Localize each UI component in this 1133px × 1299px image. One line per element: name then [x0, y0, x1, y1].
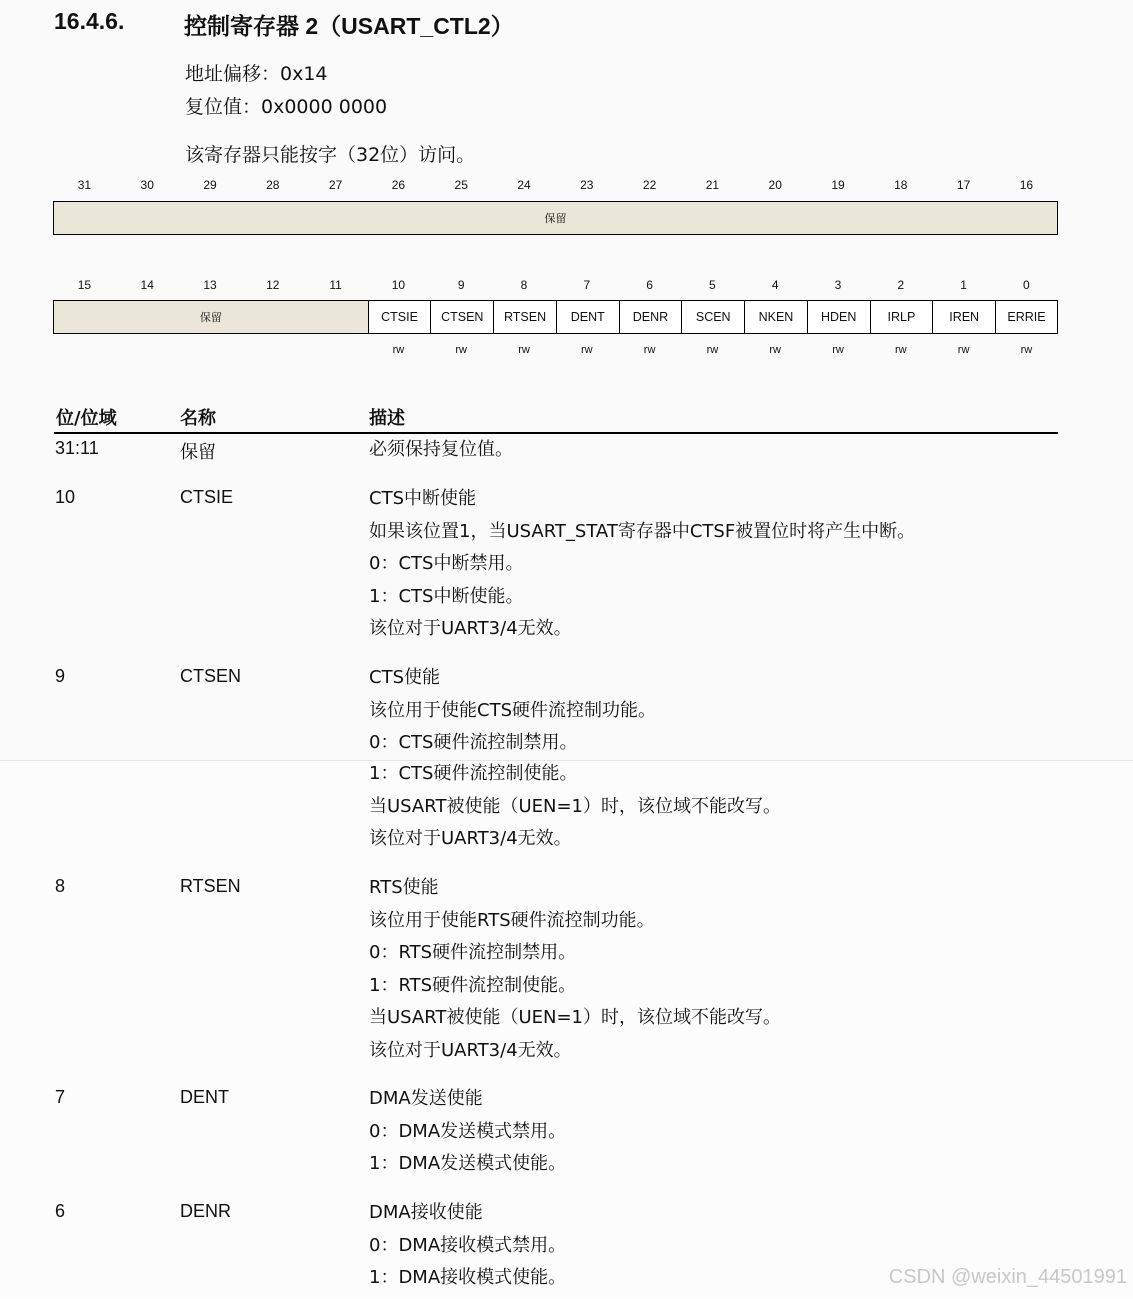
row-description — [369, 1087, 1069, 1185]
row-name: DENT — [180, 1087, 229, 1107]
reset-value: 复位值：0x0000 0000 — [185, 96, 388, 118]
description-line: RTS使能 — [369, 877, 439, 898]
bit-number: 25 — [454, 178, 468, 192]
access-type: rw — [894, 344, 907, 356]
access-type: rw — [706, 344, 719, 356]
field-dent: DENT — [556, 301, 619, 333]
bit-number: 23 — [580, 178, 594, 192]
lower-reserved-cell: 保留 — [54, 301, 368, 333]
lower-bit-numbers — [53, 278, 1058, 294]
description-line: 当USART被使能（UEN=1）时，该位域不能改写。 — [369, 1007, 781, 1028]
row-description — [369, 876, 1069, 1071]
bit-number: 10 — [391, 278, 406, 292]
bit-number: 31 — [77, 178, 92, 192]
bit-number: 4 — [771, 278, 779, 292]
row-name: DENR — [180, 1201, 232, 1221]
description-line: 该位对于UART3/4无效。 — [369, 828, 572, 849]
bit-number: 7 — [583, 278, 591, 292]
field-rtsen: RTSEN — [493, 301, 556, 333]
bit-number: 14 — [140, 278, 154, 292]
row-bits: 6 — [55, 1201, 66, 1221]
upper-bit-numbers — [53, 178, 1058, 194]
row-description — [369, 762, 1069, 860]
description-line: DMA接收使能 — [369, 1202, 483, 1223]
bit-number: 28 — [266, 178, 280, 192]
bit-number: 19 — [831, 178, 845, 192]
row-bits: 9 — [55, 666, 66, 686]
row-name: CTSIE — [180, 487, 234, 507]
bit-number: 6 — [646, 278, 653, 292]
access-note: 该寄存器只能按字（32位）访问。 — [185, 144, 476, 166]
access-type: rw — [518, 344, 530, 356]
bit-number: 29 — [203, 178, 217, 192]
lower-register-row — [53, 300, 1058, 334]
bit-number: 12 — [266, 278, 280, 292]
section-title: 控制寄存器 2（USART_CTL2） — [184, 13, 514, 39]
description-line: CTS使能 — [369, 667, 440, 688]
description-line: 1：DMA发送模式使能。 — [369, 1153, 567, 1174]
row-bits: 31:11 — [55, 438, 99, 458]
bit-number: 17 — [956, 178, 971, 192]
row-name: CTSEN — [180, 666, 242, 686]
field-iren: IREN — [932, 301, 995, 333]
upper-register-row — [53, 201, 1058, 235]
bit-number: 26 — [391, 178, 406, 192]
description-line: 0：DMA接收模式禁用。 — [369, 1234, 567, 1256]
description-line: 如果该位置1，当USART_STAT寄存器中CTSF被置位时将产生中断。 — [369, 520, 916, 542]
description-line: 0：CTS中断禁用。 — [369, 553, 524, 574]
bit-number: 2 — [897, 278, 905, 292]
field-irlp: IRLP — [870, 301, 933, 333]
field-ctsen: CTSEN — [430, 301, 493, 333]
access-type: rw — [580, 344, 593, 356]
upper-reserved-cell: 保留 — [54, 202, 1057, 234]
bit-number: 27 — [328, 178, 343, 192]
description-line: 1：CTS硬件流控制使能。 — [369, 763, 578, 784]
field-ctsie: CTSIE — [368, 301, 431, 333]
description-line: 0：RTS硬件流控制禁用。 — [369, 942, 577, 963]
row-description — [369, 666, 1069, 764]
access-type: rw — [643, 344, 656, 356]
header-desc: 描述 — [369, 408, 405, 429]
bit-number: 30 — [140, 178, 154, 192]
bit-number: 3 — [834, 278, 842, 292]
address-offset: 地址偏移：0x14 — [185, 63, 328, 85]
description-line: 0：CTS硬件流控制禁用。 — [369, 732, 578, 753]
access-type: rw — [1020, 344, 1033, 356]
row-description — [369, 487, 1069, 650]
bit-number: 5 — [709, 278, 716, 292]
field-nken: NKEN — [744, 301, 807, 333]
description-line: DMA发送使能 — [369, 1088, 483, 1109]
section-number: 16.4.6. — [54, 8, 125, 34]
access-type: rw — [392, 344, 405, 356]
bit-number: 9 — [457, 278, 465, 292]
description-line: 1：DMA接收模式使能。 — [369, 1267, 567, 1288]
row-name: RTSEN — [180, 876, 241, 896]
row-bits: 10 — [55, 487, 76, 507]
description-line: 0：DMA发送模式禁用。 — [369, 1120, 567, 1142]
field-hden: HDEN — [807, 301, 870, 333]
access-type: rw — [455, 344, 467, 356]
description-line: 必须保持复位值。 — [369, 439, 513, 460]
row-name: 保留 — [180, 442, 216, 462]
description-line: 该位对于UART3/4无效。 — [369, 1039, 572, 1061]
bit-number: 13 — [203, 278, 217, 292]
field-errie: ERRIE — [995, 301, 1057, 333]
watermark: CSDN @weixin_44501991 — [888, 1266, 1127, 1288]
table-header — [54, 404, 1058, 434]
description-line: 该位对于UART3/4无效。 — [369, 618, 572, 639]
description-line: 1：RTS硬件流控制使能。 — [369, 974, 577, 996]
access-type: rw — [769, 344, 781, 356]
bit-number: 15 — [77, 278, 92, 292]
bit-number: 20 — [768, 178, 782, 192]
access-type: rw — [957, 344, 970, 356]
description-line: 该位用于使能RTS硬件流控制功能。 — [369, 909, 655, 931]
bit-number: 1 — [960, 278, 967, 292]
description-line: CTS中断使能 — [369, 488, 476, 509]
field-denr: DENR — [619, 301, 682, 333]
bit-number: 22 — [642, 178, 657, 192]
bit-number: 18 — [894, 178, 908, 192]
bit-number: 16 — [1019, 178, 1034, 192]
row-description — [369, 438, 1069, 471]
access-type: rw — [832, 344, 844, 356]
bit-number: 0 — [1023, 278, 1030, 292]
bit-number: 8 — [520, 278, 528, 292]
row-bits: 7 — [55, 1087, 66, 1107]
bit-number: 24 — [517, 178, 531, 192]
field-scen: SCEN — [681, 301, 744, 333]
header-name: 名称 — [180, 408, 216, 429]
description-line: 该位用于使能CTS硬件流控制功能。 — [369, 699, 656, 721]
header-bits: 位/位域 — [56, 408, 117, 429]
description-line: 当USART被使能（UEN=1）时，该位域不能改写。 — [369, 795, 781, 817]
description-line: 1：CTS中断使能。 — [369, 585, 524, 607]
bit-number: 11 — [329, 278, 342, 292]
row-bits: 8 — [55, 876, 66, 896]
bit-number: 21 — [705, 178, 720, 192]
